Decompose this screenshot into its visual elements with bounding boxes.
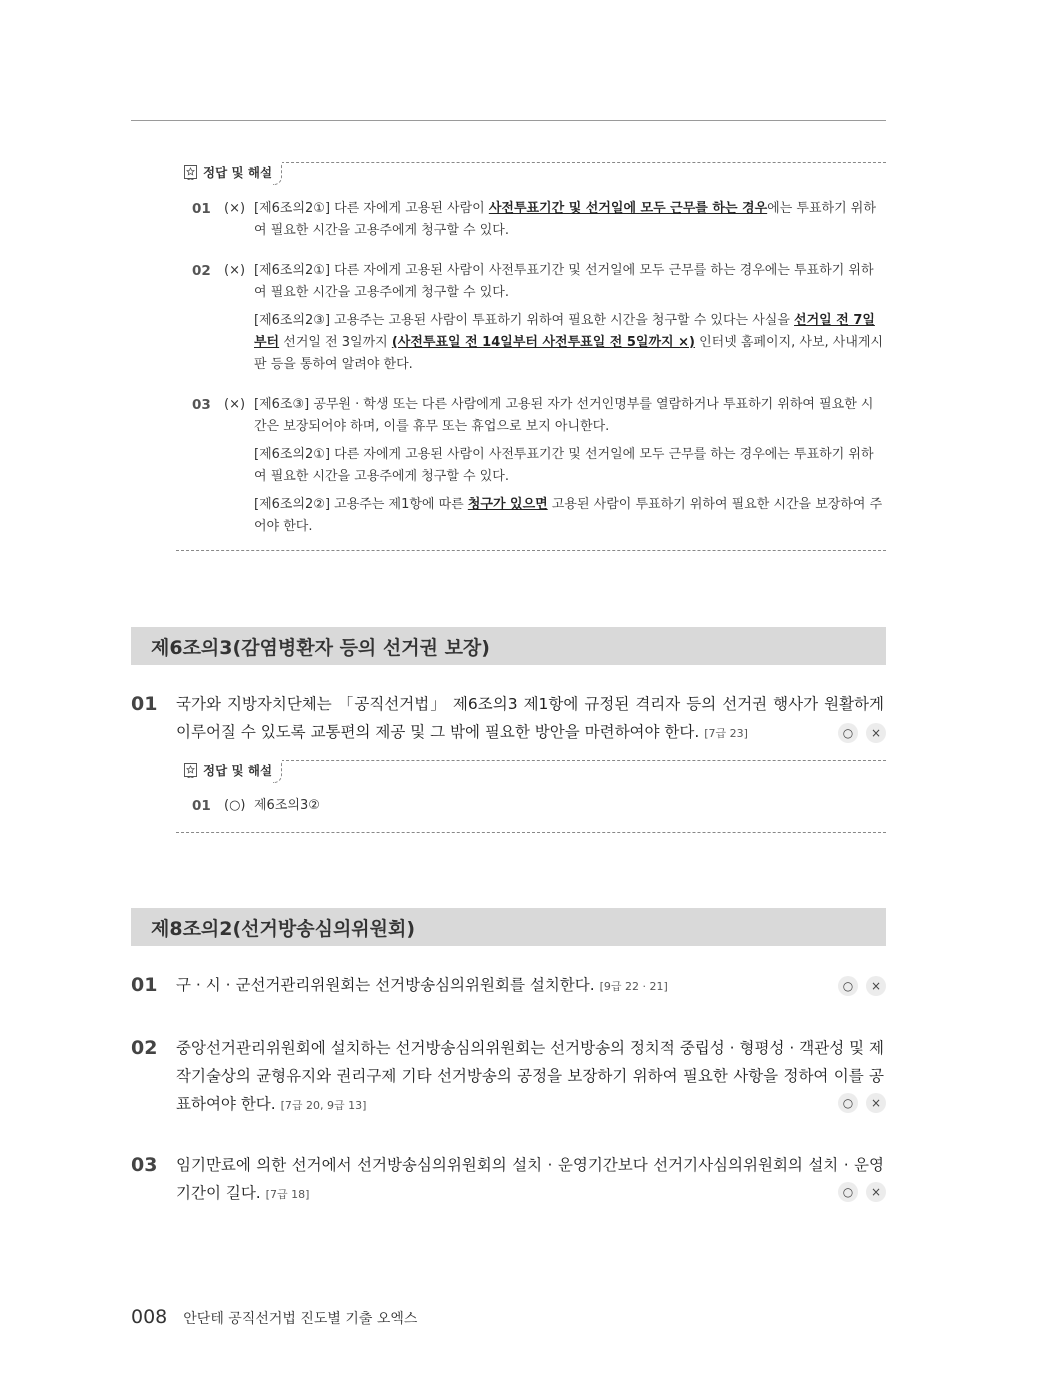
ox-buttons: [838, 1182, 886, 1202]
answer-mark: (×): [224, 263, 246, 278]
answer-num: 03: [192, 397, 211, 413]
question-item: [131, 1034, 886, 1120]
ox-buttons: [838, 723, 886, 743]
answer-num: 01: [192, 798, 211, 814]
answer-mark: (×): [224, 397, 246, 412]
question-item: [131, 1151, 886, 1209]
answer-item: [192, 394, 886, 544]
x-button[interactable]: ×: [866, 1182, 886, 1202]
section-title: 제8조의2(선거방송심의위원회): [151, 918, 416, 940]
o-button[interactable]: ○: [838, 1182, 858, 1202]
question-text: 임기만료에 의한 선거에서 선거방송심의위원회의 설치 · 운영기간보다 선거기사심의위원회의 설치 · 운영기간이 길다.: [176, 1156, 884, 1202]
top-rule: [131, 120, 886, 121]
answer-label: 정답 및 해설: [203, 165, 273, 180]
question-num: 01: [131, 693, 158, 715]
question-num: 03: [131, 1154, 158, 1176]
x-button[interactable]: ×: [866, 723, 886, 743]
question-source: [7급 18]: [265, 1188, 310, 1201]
question-item: [131, 971, 886, 1001]
answer-para: [제6조의2①] 다른 자에게 고용된 사람이 사전투표기간 및 선거일에 모두 근무를 하는 경우에는 투표하기 위하여 필요한 시간을 고용주에게 청구할 수 있다.: [254, 447, 874, 484]
ox-buttons: [838, 1093, 886, 1113]
question-num: 01: [131, 974, 158, 996]
answer-header: [176, 760, 886, 782]
question-text: 국가와 지방자치단체는 「공직선거법」 제6조의3 제1항에 규정된 격리자 등의 선거권 행사가 원활하게 이루어질 수 있도록 교통편의 제공 및 그 밖에 필요한 방안을 마련하여야 한다.: [176, 695, 884, 741]
o-button[interactable]: ○: [838, 723, 858, 743]
answer-block-2: [176, 760, 886, 834]
question-source: [7급 23]: [704, 727, 748, 740]
answer-mark: (×): [224, 201, 246, 216]
section-header: [131, 627, 886, 665]
answer-item: [192, 795, 886, 817]
question-num: 02: [131, 1037, 158, 1059]
o-button[interactable]: ○: [838, 976, 858, 996]
page-number: 008: [131, 1306, 168, 1328]
section-title: 제6조의3(감염병환자 등의 선거권 보장): [151, 637, 490, 659]
answer-para: [제6조의2②] 고용주는 제1항에 따른 청구가 있으면 고용된 사람이 투표하기 위하여 필요한 시간을 보장하여 주어야 한다.: [254, 497, 883, 534]
x-button[interactable]: ×: [866, 1093, 886, 1113]
question-text: 구 · 시 · 군선거관리위원회는 선거방송심의위원회를 설치한다.: [176, 976, 595, 994]
question-source: [7급 20, 9급 13]: [280, 1099, 367, 1112]
question-item: [131, 690, 886, 748]
answer-num: 01: [192, 201, 211, 217]
ribbon-icon: [184, 165, 197, 180]
x-button[interactable]: ×: [866, 976, 886, 996]
question-source: [9급 22 · 21]: [599, 980, 668, 993]
answer-header: [176, 162, 886, 184]
answer-mark: (○): [224, 798, 246, 813]
answer-para: [제6조③] 공무원 · 학생 또는 다른 사람에게 고용된 자가 선거인명부를 열람하거나 투표하기 위하여 필요한 시간은 보장되어야 하며, 이를 휴무 또는 휴업으로 보지 아니한다.: [254, 397, 874, 434]
answer-para: [제6조의2①] 다른 자에게 고용된 사람이 사전투표기간 및 선거일에 모두 근무를 하는 경우에는 투표하기 위하여 필요한 시간을 고용주에게 청구할 수 있다.: [254, 263, 874, 300]
answer-item: [192, 198, 886, 248]
page-footer: [131, 1306, 417, 1328]
answer-num: 02: [192, 263, 211, 279]
book-title: 안단테 공직선거법 진도별 기출 오엑스: [183, 1311, 418, 1327]
question-text: 중앙선거관리위원회에 설치하는 선거방송심의위원회는 선거방송의 정치적 중립성 · 형평성 · 객관성 및 제작기술상의 균형유지와 권리구제 기타 선거방송의 공정을 보장하기 위하여 필요한 사항을 정하여 이를 공표하여야 한다.: [176, 1039, 884, 1113]
answer-block-1: [176, 162, 886, 552]
answer-label: 정답 및 해설: [203, 763, 273, 778]
answer-para: [제6조의2③] 고용주는 고용된 사람이 투표하기 위하여 필요한 시간을 청구할 수 있다는 사실을 선거일 전 7일부터 선거일 전 3일까지 (사전투표일 전 14일부터 사전투표일 전 5일까지 ×) 인터넷 홈페이지, 사보, 사내게시판 등을 통하여 알려야 한다.: [254, 313, 884, 372]
o-button[interactable]: ○: [838, 1093, 858, 1113]
ribbon-icon: [184, 763, 197, 778]
answer-text: 제6조의3②: [254, 798, 320, 813]
section-header: [131, 908, 886, 946]
answer-item: [192, 260, 886, 382]
ox-buttons: [838, 976, 886, 996]
answer-para: [제6조의2①] 다른 자에게 고용된 사람이 사전투표기간 및 선거일에 모두 근무를 하는 경우에는 투표하기 위하여 필요한 시간을 고용주에게 청구할 수 있다.: [254, 201, 876, 238]
